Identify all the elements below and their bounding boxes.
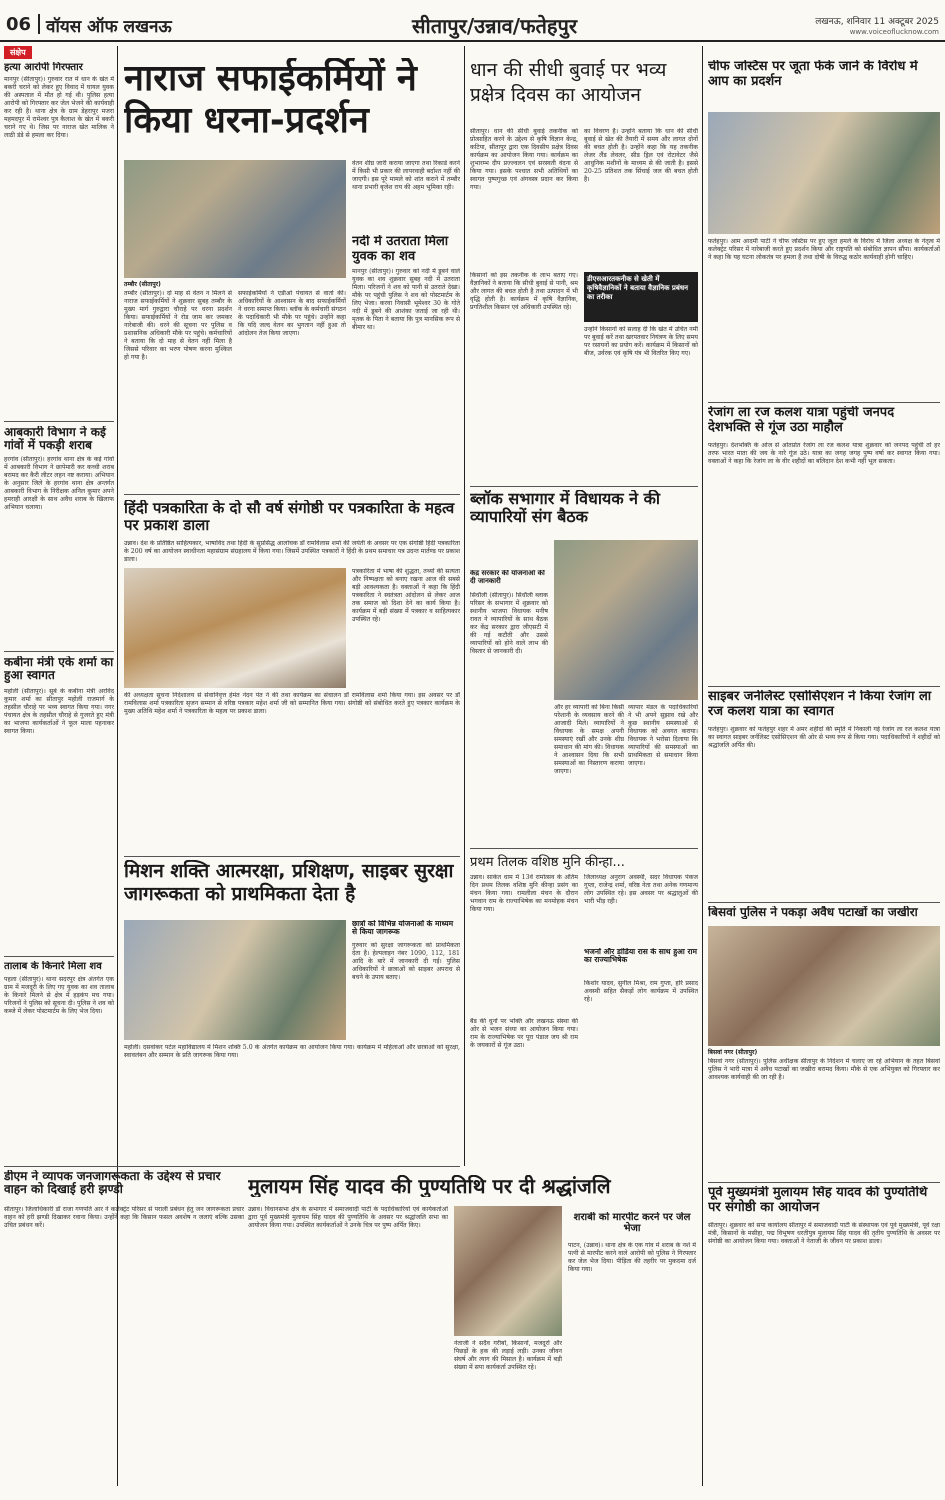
- article-6-sub: भजनों और डांडिया रास के साथ हुआ राम का राज्याभिषेक: [584, 948, 697, 965]
- divider: [708, 686, 940, 687]
- article-9-body-2: नेताजी ने सदैव गरीबों, किसानों, मजदूरों और पिछड़ों के हक की लड़ाई लड़ी। उनका जीवन संघर्ष और त्याग की मिसाल है। कार्यक्रम में बड़ी संख्या में सपा कार्यकर्ता उपस्थित रहे।: [454, 1340, 562, 1371]
- article-7-body-2: गुरुवार को सुरक्षा जागरूकता को प्राथमिकता देता है। हेल्पलाइन नंबर 1090, 112, 181 आदि के बारे में जानकारी दी गई। पुलिस अधिकारियों ने छात्राओं को साइबर अपराध से बचने के उपाय बताए।: [352, 942, 460, 981]
- article-1-headline: नाराज सफाईकर्मियों ने किया धरना-प्रदर्शन: [124, 58, 417, 142]
- brief-1-body: मानपुर (सीतापुर)। गुरुवार रात में धान के खेत में बकरी चराने को लेकर हुए विवाद में घायल युवक की अस्पताल में मौत हो गई थी। पुलिस हत्या आरोपी को गिरफ्तार कर जेल भेजने की कार्यवाही कर रही है। थाना क्षेत्र के ग्राम डेहरापुर मजरा महमदपुर में रामेश्वर पुत्र कैलाश के खेत में बकरी चराने गए थे। जिस पर नाराज खेत मालिक ने लाठी डंडे से हमला कर दिया।: [4, 76, 114, 139]
- masthead-divider: [38, 14, 40, 34]
- article-15-body: सीतापुर। शुक्रवार को सपा कार्यालय सीतापुर में समाजवादी पार्टी के संस्थापक एवं पूर्व मुख्यमंत्री, पूर्व रक्षा मंत्री, किसानों के मसीहा, पद्म विभूषण धरतीपुत्र मुलायम सिंह यादव की तृतीय पुण्यतिथि के अवसर पर संगोष्ठी का आयोजन किया गया। वक्ताओं ने नेताजी के जीवन पर प्रकाश डाला।: [708, 1222, 940, 1245]
- article-14-caption: बिसवां नगर (सीतापुर): [708, 1049, 758, 1056]
- mission-shakti-photo: [124, 920, 346, 1040]
- article-10-headline: शराबी को मारपीट करने पर जेल भेजा: [573, 1212, 691, 1235]
- divider: [4, 651, 114, 652]
- article-6-body-1: उन्नाव। साकेत धाम में 13वें रामोत्सव के अंतिम दिन प्रथम तिलक वशिष्ठ मुनि कीन्हा प्रसंग का मंचन किया गया। रामलीला मंचन के दौरान भगवान राम के राज्याभिषेक का मनमोहक मंचन किया गया।: [470, 874, 578, 913]
- article-12-body: फतेहपुर। देशभक्ति के ओज से ओतप्रोत रेजांग ला रज कलश यात्रा शुक्रवार को जनपद पहुंची तो हर तरफ भारत माता की जय के नारे गूंज उठे। यात्रा का जगह जगह पुष्प वर्षा कर स्वागत किया गया। वक्ताओं ने कहा कि रेजांग ला के वीर शहीदों का बलिदान देश कभी नहीं भूल सकता।: [708, 442, 940, 465]
- firecracker-haul-photo: [708, 926, 940, 1046]
- page-number: 06: [6, 14, 32, 35]
- divider: [470, 486, 698, 487]
- article-13-body: फतेहपुर। शुक्रवार को फतेहपुर शहर में अमर शहीदों की स्मृति में निकाली गई रेजांग ला रज कलश यात्रा का स्वागत साइबर जर्नलिस्ट एसोसिएशन की ओर से भव्य रूप से किया गया। पदाधिकारियों ने शहीदों को श्रद्धांजलि अर्पित की।: [708, 726, 940, 749]
- tribute-photo: [454, 1206, 562, 1336]
- column-rule: [464, 46, 465, 1166]
- article-6-body-2: जिलाध्यक्ष अनुराग अवस्थी, सदर विधायक पंकज गुप्ता, राजेन्द्र शर्मा, वरिष्ठ नेता तथा अनेक गणमान्य लोग उपस्थित रहे। इस अवसर पर श्रद्धालुओं की भारी भीड़ रही।: [584, 874, 698, 905]
- website[interactable]: www.voiceoflucknow.com: [849, 28, 939, 36]
- divider: [124, 494, 460, 495]
- divider: [4, 421, 114, 422]
- article-5-body-3: व्यापार मंडल के पदाधिकारियों ने भी अपने सुझाव रखे और कुछ स्थानीय समस्याओं से विधायक को अवगत कराया। विधायक ने भरोसा दिलाया कि व्यापारियों की समस्याओं का प्राथमिकता से समाधान किया जाएगा।: [628, 704, 698, 767]
- article-7-headline: मिशन शक्ति आत्मरक्षा, प्रशिक्षण, साइबर सुरक्षा जागरूकता को प्राथमिकता देता है: [124, 860, 454, 905]
- brief-4-headline: तालाब के किनारे मिला शव: [4, 961, 102, 972]
- brief-3-body: महोली (सीतापुर)। सूबे के कबीना मंत्री अरविंद कुमार शर्मा का सीतापुर महोली राजमार्ग के तहसील चौराहे पर भव्य स्वागत किया गया। नगर पंचायत क्षेत्र के तहसील चौराहे से गुजरते हुए मंत्री का भाजपा कार्यकर्ताओं ने फूल माला पहनाकर स्वागत किया।: [4, 688, 114, 735]
- brief-4-body: पहला (सीतापुर)। थाना सदरपुर क्षेत्र अंतर्गत एक ग्राम में मजदूरी के लिए गए युवक का शव तालाब के किनारे मिलने से क्षेत्र में हड़कंप मच गया। परिजनों ने पुलिस को सूचना दी। पुलिस ने शव को कब्जे में लेकर पोस्टमार्टम के लिए भेज दिया।: [4, 976, 114, 1015]
- article-3-body-1: उन्नाव। देश के प्रतिष्ठित साहित्यकार, भाषाविद तथा हिंदी के सुप्रसिद्ध आलोचक डॉ रामविलास शर्मा की जयंती के अवसर पर एक संगोष्ठी हिंदी पत्रकारिता के 200 वर्ष का आयोजन स्वाधीनता महासंग्राम संग्रहालय में किया गया। जिसमें उपस्थित पत्रकारों ने हिंदी के प्रथम समाचार पत्र उदन्त मार्तण्ड पर प्रकाश डाला।: [124, 540, 460, 563]
- divider: [708, 1182, 940, 1183]
- article-12-headline: रेजांग ला रज कलश यात्रा पहुंची जनपद देशभक्ति से गूंज उठा माहौल: [708, 406, 895, 435]
- article-4-body-3: का विवरण है। उन्होंने बताया कि धान की सीधी बुवाई से खेत की तैयारी में समय और लागत दोनों की बचत होती है। उन्होंने कहा कि यह तकनीक लेजर लैंड लेवलर, सीड ड्रिल एवं रोटावेटर जैसे आधुनिक मशीनों के माध्यम से की जाती है। इससे 20-25 प्रतिशत तक सिंचाई जल की बचत होती है।: [584, 128, 698, 183]
- article-10-body: पाटन, (उन्नाव)। थाना क्षेत्र के एक गांव में शराब के नशे में पत्नी से मारपीट करने वाले आरोपी को पुलिस ने गिरफ्तार कर जेल भेज दिया। पीड़िता की तहरीर पर मुकदमा दर्ज किया गया।: [568, 1242, 696, 1273]
- article-11-body: फतेहपुर। आम आदमी पार्टी ने चीफ जस्टिस पर हुए जूता हमले के विरोध में जिला अध्यक्ष के नेतृत्व में कलेक्ट्रेट परिसर में नारेबाजी करते हुए प्रदर्शन किया और राष्ट्रपति को संबोधित ज्ञापन सौंपा। कार्यकर्ताओं ने कहा कि यह घटना लोकतंत्र पर हमला है तथा दोषी के विरुद्ध कठोर कार्यवाही होनी चाहिए।: [708, 238, 940, 261]
- article-2-body: मानपुर (सीतापुर)। गुरुवार को नदी में डूबने वाले युवक का शव शुक्रवार सुबह नदी में उतराता मिला। परिजनों ने शव को पानी से उतराते देखा। मौके पर पहुंची पुलिस ने शव को पोस्टमार्टम के लिए भेजा। करवा निवासी भूमेश्वर 30 के गोते नदी में डूबने की आशंका जताई जा रही थी। मृतक के पिता ने बताया कि पुत्र मानसिक रूप से बीमार था।: [352, 268, 460, 331]
- article-4-body-2: किसानों को इस तकनीक के लाभ बताए गए। वैज्ञानिकों ने बताया कि सीधी बुवाई से पानी, श्रम और लागत की बचत होती है तथा उत्पादन में भी वृद्धि होती है। कार्यक्रम में कृषि वैज्ञानिक, प्रगतिशील किसान एवं अधिकारी उपस्थित रहे।: [470, 272, 578, 311]
- article-13-headline: साइबर जर्नलिस्ट एसोसिएशन ने किया रेजांग ला रज कलश यात्रा का स्वागत: [708, 690, 932, 719]
- divider: [708, 402, 940, 403]
- masthead: [0, 0, 945, 42]
- article-7-body-1: महोली। दसवांकर पटेल महाविद्यालय में मिशन शक्ति 5.0 के अंतर्गत कार्यक्रम का आयोजन किया गया। कार्यक्रम में महिलाओं और छात्राओं को सुरक्षा, स्वावलंबन और सम्मान के प्रति जागरूक किया गया।: [124, 1044, 460, 1059]
- article-7-sub: छात्रों को विभिन्न योजनाओं के माध्यम से किया जागरूक: [352, 920, 454, 937]
- article-1-body-1: तम्बौर (सीतापुर)। दो माह से वेतन न मिलने से नाराज सफाईकर्मियों ने शुक्रवार सुबह तम्बौर के मुख्य मार्ग गुरुद्वारा चौराहे पर धरना प्रदर्शन किया। सफाईकर्मियों ने रोड जाम कर जमकर नारेबाजी की। धरने की सूचना पर पुलिस व प्रशासनिक अधिकारी मौके पर पहुंचे। कर्मचारियों ने बताया कि दो माह से वेतन नहीं मिला है जिससे परिवार का भरण पोषण करना मुश्किल हो गया है।: [124, 290, 232, 361]
- sankshep-label: संक्षेप: [4, 46, 32, 59]
- article-5-body-2: और हर व्यापारी को बिना किसी परेशानी के व्यवसाय करने की आजादी मिले। व्यापारियों ने विधायक के समक्ष अपनी समस्याएं रखीं और उनके शीघ्र समाधान की मांग की। विधायक ने आश्वासन दिया कि सभी समस्याओं का निस्तारण कराया जाएगा।: [554, 704, 624, 775]
- column-rule: [702, 46, 703, 1486]
- article-4-pullquote: डीएसआरतकनीक से खेती में कृषिवैज्ञानिकों ने बताया वैज्ञानिक प्रबंधन का तरीका: [584, 272, 698, 322]
- divider: [470, 848, 698, 849]
- divider: [124, 856, 460, 857]
- brief-1-headline: हत्या आरोपी गिरफ्तार: [4, 62, 83, 73]
- article-2-headline: नदी में उतराता मिला युवक का शव: [352, 235, 449, 264]
- protest-photo: [124, 160, 346, 278]
- article-1-body-3: वेतन शीघ्र जारी कराया जाएगा तथा रिकार्ड करने में किसी भी प्रकार की लापरवाही बर्दाश्त नहीं की जाएगी। इस पूरे मामले को शांत कराने में तम्बौर थाना प्रभारी बृजेश राय की अहम भूमिका रही।: [352, 160, 460, 191]
- article-4-body-1: सीतापुर। धान की सीधी बुवाई तकनीक को प्रोत्साहित करने के उद्देश्य से कृषि विज्ञान केन्द्र, कटिया, सीतापुर द्वारा एक दिवसीय प्रक्षेत्र दिवस कार्यक्रम का आयोजन किया गया। कार्यक्रम का शुभारम्भ दीप प्रज्ज्वलन एवं सरस्वती वंदना से किया गया। इसके पश्चात सभी अतिथियों का स्वागत पुष्पगुच्छ एवं अंगवस्त्र प्रदान कर किया गया।: [470, 128, 578, 191]
- article-11-headline: चीफ जस्टिस पर जूता फेंके जाने के विरोध में आप का प्रदर्शन: [708, 60, 918, 89]
- divider: [708, 902, 940, 903]
- article-5-headline: ब्लॉक सभागार में विधायक ने की व्यापारियों संग बैठक: [470, 490, 661, 526]
- article-1-caption: तम्बौर (सीतापुर): [124, 281, 161, 288]
- felicitation-photo: [124, 568, 346, 688]
- protest-photo-aap: [708, 112, 940, 234]
- meeting-photo: [554, 540, 698, 700]
- article-9-headline: मुलायम सिंह यादव की पुण्यतिथि पर दी श्रद्धांजलि: [248, 1175, 611, 1198]
- article-1-body-2: सफाईकर्मियों ने एडीओ पंचायत से वार्ता की। अधिकारियों के आश्वासन के बाद सफाईकर्मियों ने धरना समाप्त किया। ब्लॉक के कर्मचारी संगठन के पदाधिकारी भी मौके पर पहुंचे। उन्होंने कहा कि यदि जल्द वेतन का भुगतान नहीं हुआ तो आंदोलन तेज किया जाएगा।: [238, 290, 346, 337]
- article-8-headline: डीएम ने व्यापक जनजागरूकता के उद्देश्य से प्रचार वाहन को दिखाई हरी झण्डी: [4, 1170, 221, 1197]
- divider: [4, 956, 114, 957]
- region-title: सीतापुर/उन्नाव/फतेहपुर: [412, 14, 578, 38]
- brief-2-headline: आबकारी विभाग ने कई गांवों में पकड़ी शराब: [4, 426, 106, 453]
- article-14-body: बिसवां नगर (सीतापुर)। पुलिस अधीक्षक सीतापुर के निर्देशन में चलाए जा रहे अभियान के तहत बिसवां पुलिस ने भारी मात्रा में अवैध पटाखों का जखीरा बरामद किया। मौके से एक अभियुक्त को गिरफ्तार कर आवश्यक कार्यवाही की जा रही है।: [708, 1058, 940, 1081]
- article-5-body-1: सिधौली (सीतापुर)। सिधौली ब्लाक परिसर के सभागार में शुक्रवार को स्थानीय भाजपा विधायक मनीष रावत ने व्यापारियों के साथ बैठक कर केंद्र सरकार द्वारा जीएसटी में की गई कटौती और उससे व्यापारियों को होने वाले लाभ की विस्तार से जानकारी दी।: [470, 592, 548, 655]
- article-14-headline: बिसवां पुलिस ने पकड़ा अवैध पटाखों का जखीरा: [708, 906, 918, 919]
- article-3-body-3: पत्रकारिता में भाषा की शुद्धता, तथ्यों की सत्यता और निष्पक्षता को बनाए रखना आज की सबसे बड़ी आवश्यकता है। वक्ताओं ने कहा कि हिंदी पत्रकारिता ने स्वतंत्रता आंदोलन से लेकर आज तक समाज को दिशा देने का कार्य किया है। कार्यक्रम में बड़ी संख्या में पत्रकार व साहित्यकार उपस्थित रहे।: [352, 568, 460, 623]
- article-3-body-2: की अध्यक्षता सूचना निदेशालय से सेवानिवृत्त हेमंत नंदन पंत ने की तथा कार्यक्रम का संचालन डॉ रामविलास शर्मा किया गया। इस अवसर पर डॉ रामविलास शर्मा पत्रकारिता सृजन सम्मान से वरिष्ठ पत्रकार महेश शर्मा जी को सम्मानित किया गया। संगोष्ठी को संबोधित करते हुए पत्रकार कार्यक्रम के मुख्य अतिथि महेश शर्मा ने पत्रकारिता के महत्व पर प्रकाश डाला।: [124, 692, 460, 715]
- article-4-headline: धान की सीधी बुवाई पर भव्य प्रक्षेत्र दिवस का आयोजन: [470, 59, 667, 106]
- article-5-sub: केंद्र सरकार की योजनाओं की दी जानकारी: [470, 570, 545, 585]
- article-4-body-4: उन्होंने किसानों को सलाह दी कि खेत में उचित नमी पर बुवाई करें तथा खरपतवार नियंत्रण के लिए समय पर रसायनों का प्रयोग करें। कार्यक्रम में किसानों को बीज, उर्वरक एवं कृषि यंत्र भी वितरित किए गए।: [584, 326, 698, 357]
- article-6-body-4: किशोर यादव, सुनील मिश्रा, राम गुप्ता, हरि प्रसाद अवस्थी सहित सैकड़ों लोग कार्यक्रम में उपस्थित रहे।: [584, 980, 698, 1003]
- article-3-headline: हिंदी पत्रकारिता के दो सौ वर्ष संगोष्ठी पर पत्रकारिता के महत्व पर प्रकाश डाला: [124, 500, 455, 534]
- article-6-body-3: बैंड की धुनों पर भक्ति और लखनऊ संस्था की ओर से भजन संध्या का आयोजन किया गया। राम के राज्याभिषेक पर पूरा पंडाल जय श्री राम के जयकारों से गूंज उठा।: [470, 1018, 578, 1049]
- article-9-body-1: उन्नाव। विधानसभा क्षेत्र के सभागार में समाजवादी पार्टी के पदाधिकारियों एवं कार्यकर्ताओं द्वारा पूर्व मुख्यमंत्री मुलायम सिंह यादव की पुण्यतिथि के अवसर पर श्रद्धांजलि सभा का आयोजन किया गया। उपस्थित कार्यकर्ताओं ने उनके चित्र पर पुष्प अर्पित किए।: [248, 1206, 448, 1229]
- brief-3-headline: कबीना मंत्री एके शर्मा का हुआ स्वागत: [4, 656, 114, 683]
- paper-name: वॉयस ऑफ लखनऊ: [46, 17, 172, 37]
- article-8-body: सीतापुर। जिलाधिकारी डॉ राजा गणपति आर ने कलेक्ट्रेट परिसर से पराली प्रबंधन हेतु जन जागरूकता प्रचार वाहन को हरी झण्डी दिखाकर रवाना किया। उन्होंने कहा कि किसान फसल अवशेष न जलाएं बल्कि उसका उचित प्रबंधन करें।: [4, 1206, 244, 1229]
- dateline: लखनऊ, शनिवार 11 अक्टूबर 2025: [815, 17, 939, 27]
- article-15-headline: पूर्व मुख्यमंत्री मुलायम सिंह यादव की पुण्यतिथि पर संगोष्ठी का आयोजन: [708, 1186, 928, 1215]
- article-6-headline: प्रथम तिलक वशिष्ठ मुनि कीन्हा...: [470, 855, 625, 870]
- brief-2-body: हरगांव (सीतापुर)। हरगांव थाना क्षेत्र के कई गांवों में आबकारी विभाग ने छापेमारी कर कच्ची शराब बरामद कर कैरी लीटर लहन नष्ट कराया। अभियान के अनुसार जिले के हरगांव थाना क्षेत्र अन्तर्गत आबकारी विभाग के निरीक्षक अनिल कुमार अपने हमराही आरक्षी के साथ अवैध शराब के खिलाफ अभियान चलाया।: [4, 456, 114, 511]
- divider: [4, 1166, 460, 1167]
